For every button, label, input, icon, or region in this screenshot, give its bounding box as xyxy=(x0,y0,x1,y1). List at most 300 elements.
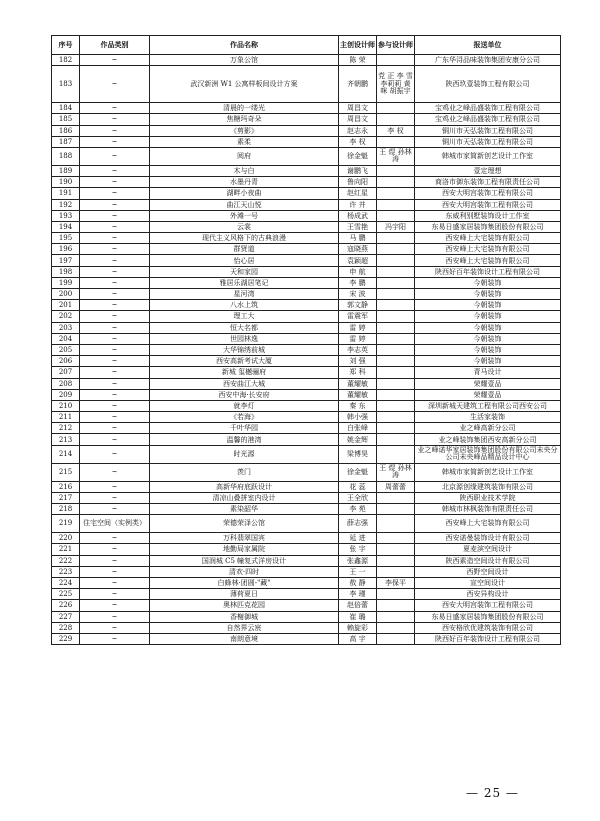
cell-designer: 郑 科 xyxy=(339,367,377,378)
cell-designer: 李 苑 xyxy=(339,504,377,515)
table-row xyxy=(52,622,561,633)
cell-participants xyxy=(377,492,415,503)
cell-participants xyxy=(377,300,415,311)
cell-unit: 陕西好百年装饰设计工程有限公司 xyxy=(415,266,561,277)
table-row xyxy=(52,344,561,355)
header-unit: 报送单位 xyxy=(415,36,561,55)
cell-category: ~ xyxy=(80,356,150,367)
cell-designer: 崔 璐 xyxy=(339,611,377,622)
cell-name: 南朗意境 xyxy=(150,633,339,644)
cell-category: ~ xyxy=(80,66,150,103)
cell-participants: 党 正 李 雪 李莉莉 黄 咪 胡振宇 xyxy=(377,66,415,103)
cell-no: 197 xyxy=(52,255,80,266)
page-number: — 25 — xyxy=(466,786,519,800)
cell-name: 就李灯 xyxy=(150,400,339,411)
cell-designer: 杨成武 xyxy=(339,210,377,221)
cell-name: 恒大名都 xyxy=(150,322,339,333)
cell-participants xyxy=(377,423,415,434)
cell-designer: 雷震军 xyxy=(339,311,377,322)
table-row xyxy=(52,434,561,445)
cell-no: 214 xyxy=(52,445,80,463)
cell-unit: 宝鸡业之峰品盛装饰工程有限公司 xyxy=(415,103,561,114)
cell-designer: 鲁向阳 xyxy=(339,177,377,188)
cell-name: 温馨的港湾 xyxy=(150,434,339,445)
table-row xyxy=(52,533,561,544)
cell-participants: 王 煜 孙林涛 xyxy=(377,147,415,165)
cell-designer: 董耀敏 xyxy=(339,389,377,400)
cell-category: ~ xyxy=(80,147,150,165)
cell-designer: 董耀敏 xyxy=(339,378,377,389)
table-row xyxy=(52,103,561,114)
cell-designer: 张 宇 xyxy=(339,544,377,555)
cell-participants xyxy=(377,55,415,66)
cell-category: ~ xyxy=(80,266,150,277)
cell-designer: 周昌文 xyxy=(339,114,377,125)
cell-name: 焦糖玛奇朵 xyxy=(150,114,339,125)
table-row xyxy=(52,412,561,423)
cell-category: ~ xyxy=(80,481,150,492)
cell-unit: 商洛市御东装饰工程有限责任公司 xyxy=(415,177,561,188)
cell-designer: 申 航 xyxy=(339,266,377,277)
awards-table-sheet xyxy=(51,35,560,645)
cell-no: 219 xyxy=(52,515,80,533)
cell-participants xyxy=(377,611,415,622)
header-no: 序号 xyxy=(52,36,80,55)
cell-name: 八水上筑 xyxy=(150,300,339,311)
cell-category: ~ xyxy=(80,589,150,600)
cell-name: 素柔 xyxy=(150,136,339,147)
cell-unit: 西野空间设计 xyxy=(415,566,561,577)
cell-no: 215 xyxy=(52,463,80,481)
table-row xyxy=(52,255,561,266)
cell-designer: 周昌文 xyxy=(339,103,377,114)
table-row xyxy=(52,589,561,600)
cell-category: ~ xyxy=(80,423,150,434)
cell-no: 208 xyxy=(52,378,80,389)
cell-no: 224 xyxy=(52,577,80,588)
table-row xyxy=(52,492,561,503)
cell-name: 地勤局家属院 xyxy=(150,544,339,555)
cell-participants xyxy=(377,566,415,577)
cell-category: ~ xyxy=(80,311,150,322)
cell-category: ~ xyxy=(80,177,150,188)
cell-unit: 壹定理想 xyxy=(415,165,561,176)
cell-unit: 今朝装饰 xyxy=(415,300,561,311)
cell-category: ~ xyxy=(80,289,150,300)
cell-unit: 西安峰上大宅装饰有限公司 xyxy=(415,515,561,533)
table-row xyxy=(52,600,561,611)
table-row xyxy=(52,66,561,103)
cell-no: 183 xyxy=(52,66,80,103)
cell-participants xyxy=(377,114,415,125)
cell-name: 万科翡翠国宾 xyxy=(150,533,339,544)
cell-category: ~ xyxy=(80,367,150,378)
cell-unit: 今朝装饰 xyxy=(415,289,561,300)
cell-participants: 周蕾蕾 xyxy=(377,481,415,492)
cell-unit: 业之峰高新分公司 xyxy=(415,423,561,434)
cell-unit: 今朝装饰 xyxy=(415,344,561,355)
cell-unit: 陕西好百年装饰设计工程有限公司 xyxy=(415,633,561,644)
table-row xyxy=(52,544,561,555)
cell-no: 186 xyxy=(52,125,80,136)
cell-name: 薄荷夏日 xyxy=(150,589,339,600)
cell-designer: 赵倍蕾 xyxy=(339,600,377,611)
cell-designer: 马 鹏 xyxy=(339,233,377,244)
table-row xyxy=(52,378,561,389)
cell-no: 217 xyxy=(52,492,80,503)
cell-name: 《剪影》 xyxy=(150,125,339,136)
cell-participants xyxy=(377,322,415,333)
cell-participants xyxy=(377,515,415,533)
cell-category: ~ xyxy=(80,577,150,588)
cell-designer: 寇晓燕 xyxy=(339,244,377,255)
cell-participants xyxy=(377,389,415,400)
table-row xyxy=(52,555,561,566)
cell-unit: 今朝装饰 xyxy=(415,311,561,322)
table-row xyxy=(52,445,561,463)
cell-unit: 西安大明宫装饰工程有限公司 xyxy=(415,199,561,210)
cell-name: 西安中海·长安府 xyxy=(150,389,339,400)
table-row xyxy=(52,322,561,333)
cell-unit: 业之峰装饰集团西安高新分公司 xyxy=(415,434,561,445)
cell-name: 湖畔小夜曲 xyxy=(150,188,339,199)
table-row xyxy=(52,389,561,400)
cell-no: 229 xyxy=(52,633,80,644)
cell-category: ~ xyxy=(80,533,150,544)
cell-name: 《若海》 xyxy=(150,412,339,423)
cell-unit: 铜川市天弘装饰工程有限公司 xyxy=(415,136,561,147)
cell-category: ~ xyxy=(80,300,150,311)
header-designer: 主创设计师 xyxy=(339,36,377,55)
cell-no: 202 xyxy=(52,311,80,322)
table-row xyxy=(52,333,561,344)
table-row xyxy=(52,277,561,288)
cell-participants xyxy=(377,344,415,355)
cell-participants xyxy=(377,165,415,176)
cell-designer: 刘 强 xyxy=(339,356,377,367)
cell-no: 210 xyxy=(52,400,80,411)
cell-category: ~ xyxy=(80,344,150,355)
cell-no: 225 xyxy=(52,589,80,600)
cell-participants: 冯宇阳 xyxy=(377,221,415,232)
table-row xyxy=(52,199,561,210)
cell-category: ~ xyxy=(80,445,150,463)
cell-participants xyxy=(377,367,415,378)
cell-name: 时光源 xyxy=(150,445,339,463)
cell-category: ~ xyxy=(80,463,150,481)
cell-name: 曲江天山悦 xyxy=(150,199,339,210)
cell-no: 194 xyxy=(52,221,80,232)
cell-name: 荣德荣泽公馆 xyxy=(150,515,339,533)
table-row xyxy=(52,367,561,378)
cell-designer: 袁颖超 xyxy=(339,255,377,266)
cell-designer: 高 宇 xyxy=(339,633,377,644)
cell-participants: 李保平 xyxy=(377,577,415,588)
cell-unit: 西安异构设计 xyxy=(415,589,561,600)
table-row xyxy=(52,515,561,533)
cell-unit: 今朝装饰 xyxy=(415,322,561,333)
cell-no: 187 xyxy=(52,136,80,147)
cell-name: 大华锦绣前城 xyxy=(150,344,339,355)
cell-participants xyxy=(377,244,415,255)
cell-participants xyxy=(377,311,415,322)
cell-unit: 东易日盛家居装饰集团股份有限公司 xyxy=(415,221,561,232)
cell-no: 182 xyxy=(52,55,80,66)
cell-name: 清欢·四时 xyxy=(150,566,339,577)
cell-unit: 业之峰诺华家居装饰集团股份有限公司未央分公司未央峰品精品设计中心 xyxy=(415,445,561,463)
table-row xyxy=(52,177,561,188)
cell-no: 226 xyxy=(52,600,80,611)
table-row xyxy=(52,165,561,176)
cell-category: ~ xyxy=(80,504,150,515)
header-category: 作品类别 xyxy=(80,36,150,55)
table-row xyxy=(52,481,561,492)
cell-designer: 雷 婷 xyxy=(339,333,377,344)
table-row xyxy=(52,423,561,434)
cell-name: 自然界云宸 xyxy=(150,622,339,633)
cell-no: 191 xyxy=(52,188,80,199)
cell-category: ~ xyxy=(80,233,150,244)
cell-unit: 铜川市天弘装饰工程有限公司 xyxy=(415,125,561,136)
cell-category: ~ xyxy=(80,544,150,555)
cell-designer: 姚金辉 xyxy=(339,434,377,445)
cell-category: ~ xyxy=(80,434,150,445)
cell-designer: 白张峰 xyxy=(339,423,377,434)
cell-category: ~ xyxy=(80,165,150,176)
table-row xyxy=(52,611,561,622)
cell-participants xyxy=(377,266,415,277)
cell-name: 雅居乐湖居笔记 xyxy=(150,277,339,288)
cell-no: 222 xyxy=(52,555,80,566)
cell-participants xyxy=(377,633,415,644)
cell-category: ~ xyxy=(80,221,150,232)
cell-unit: 深圳新城天建筑工程有限公司西安公司 xyxy=(415,400,561,411)
cell-unit: 夏麦滨空间设计 xyxy=(415,544,561,555)
cell-unit: 西安大明宫装饰工程有限公司 xyxy=(415,188,561,199)
cell-participants xyxy=(377,356,415,367)
cell-no: 195 xyxy=(52,233,80,244)
cell-category: ~ xyxy=(80,125,150,136)
cell-category: ~ xyxy=(80,633,150,644)
cell-unit: 西安格欣优建筑装饰有限公司 xyxy=(415,622,561,633)
cell-participants xyxy=(377,210,415,221)
table-row xyxy=(52,125,561,136)
table-row xyxy=(52,577,561,588)
cell-designer: 徐金魁 xyxy=(339,463,377,481)
cell-no: 221 xyxy=(52,544,80,555)
cell-unit: 西安峰上大宅装饰有限公司 xyxy=(415,233,561,244)
cell-category: ~ xyxy=(80,555,150,566)
cell-participants xyxy=(377,622,415,633)
table-row xyxy=(52,136,561,147)
cell-no: 185 xyxy=(52,114,80,125)
cell-unit: 东威利别墅装饰设计工作室 xyxy=(415,210,561,221)
cell-no: 216 xyxy=(52,481,80,492)
cell-participants xyxy=(377,555,415,566)
cell-designer: 梁博昊 xyxy=(339,445,377,463)
table-row xyxy=(52,311,561,322)
cell-participants xyxy=(377,589,415,600)
cell-unit: 青马设计 xyxy=(415,367,561,378)
table-row xyxy=(52,463,561,481)
table-row xyxy=(52,188,561,199)
cell-category: ~ xyxy=(80,244,150,255)
cell-participants xyxy=(377,378,415,389)
cell-category: ~ xyxy=(80,277,150,288)
cell-category: 住宅空间（实例类） xyxy=(80,515,150,533)
cell-name: 西安高新考试大厦 xyxy=(150,356,339,367)
cell-designer: 王全欣 xyxy=(339,492,377,503)
cell-participants xyxy=(377,255,415,266)
cell-unit: 东易日盛家居装饰集团股份有限公司 xyxy=(415,611,561,622)
cell-designer: 郭文静 xyxy=(339,300,377,311)
cell-participants: 李 权 xyxy=(377,125,415,136)
cell-name: 香榭御城 xyxy=(150,611,339,622)
cell-no: 198 xyxy=(52,266,80,277)
cell-designer: 李 鹏 xyxy=(339,277,377,288)
cell-name: 万象公馆 xyxy=(150,55,339,66)
cell-category: ~ xyxy=(80,103,150,114)
cell-participants xyxy=(377,103,415,114)
cell-participants xyxy=(377,533,415,544)
table-row xyxy=(52,221,561,232)
cell-no: 204 xyxy=(52,333,80,344)
cell-category: ~ xyxy=(80,136,150,147)
cell-designer: 王雪艳 xyxy=(339,221,377,232)
cell-unit: 陕西素造空间设计有限公司 xyxy=(415,555,561,566)
cell-unit: 西安诺曼装饰设计有限公司 xyxy=(415,533,561,544)
cell-unit: 今朝装饰 xyxy=(415,356,561,367)
cell-unit: 韩城市家简新创艺设计工作室 xyxy=(415,463,561,481)
cell-category: ~ xyxy=(80,255,150,266)
cell-name: 高新华府底跃设计 xyxy=(150,481,339,492)
cell-no: 190 xyxy=(52,177,80,188)
cell-unit: 韩城市林枫装饰有限责任公司 xyxy=(415,504,561,515)
cell-name: 水墨丹青 xyxy=(150,177,339,188)
cell-category: ~ xyxy=(80,378,150,389)
cell-category: ~ xyxy=(80,492,150,503)
cell-no: 228 xyxy=(52,622,80,633)
cell-no: 192 xyxy=(52,199,80,210)
table-body xyxy=(52,55,561,645)
cell-unit: 北京源创缘建筑装饰有限公司 xyxy=(415,481,561,492)
cell-participants xyxy=(377,412,415,423)
cell-unit: 宝鸡业之峰品盛装饰工程有限公司 xyxy=(415,114,561,125)
cell-unit: 生活家装饰 xyxy=(415,412,561,423)
cell-name: 天和家园 xyxy=(150,266,339,277)
cell-designer: 延 进 xyxy=(339,533,377,544)
table-row xyxy=(52,244,561,255)
cell-designer: 谢鹏飞 xyxy=(339,165,377,176)
cell-no: 209 xyxy=(52,389,80,400)
cell-participants xyxy=(377,434,415,445)
cell-no: 213 xyxy=(52,434,80,445)
cell-name: 西安曲江大城 xyxy=(150,378,339,389)
cell-participants xyxy=(377,289,415,300)
table-row xyxy=(52,210,561,221)
cell-category: ~ xyxy=(80,322,150,333)
cell-category: ~ xyxy=(80,400,150,411)
cell-participants xyxy=(377,600,415,611)
cell-participants xyxy=(377,400,415,411)
cell-name: 奥林匹克花园 xyxy=(150,600,339,611)
cell-category: ~ xyxy=(80,114,150,125)
cell-no: 212 xyxy=(52,423,80,434)
cell-no: 199 xyxy=(52,277,80,288)
cell-no: 188 xyxy=(52,147,80,165)
table-row xyxy=(52,300,561,311)
cell-designer: 薛志强 xyxy=(339,515,377,533)
cell-designer: 齐朝鹏 xyxy=(339,66,377,103)
table-row xyxy=(52,147,561,165)
table-row xyxy=(52,266,561,277)
table-row xyxy=(52,504,561,515)
cell-name: 云裳 xyxy=(150,221,339,232)
cell-participants: 王 煜 孙林涛 xyxy=(377,463,415,481)
cell-unit: 荣耀壹品 xyxy=(415,378,561,389)
cell-unit: 宣空间设计 xyxy=(415,577,561,588)
cell-participants xyxy=(377,177,415,188)
cell-category: ~ xyxy=(80,566,150,577)
cell-name: 怡心居 xyxy=(150,255,339,266)
cell-no: 227 xyxy=(52,611,80,622)
cell-unit: 陕西职业技术学院 xyxy=(415,492,561,503)
cell-unit: 西安大明宫装饰工程有限公司 xyxy=(415,600,561,611)
table-row xyxy=(52,114,561,125)
cell-designer: 徐金魁 xyxy=(339,147,377,165)
cell-no: 200 xyxy=(52,289,80,300)
cell-designer: 陈 荣 xyxy=(339,55,377,66)
cell-designer: 赵红星 xyxy=(339,188,377,199)
table-row xyxy=(52,633,561,644)
cell-designer: 韩小强 xyxy=(339,412,377,423)
cell-designer: 李 权 xyxy=(339,136,377,147)
cell-name: 清晨的一缕光 xyxy=(150,103,339,114)
cell-name: 外滩一号 xyxy=(150,210,339,221)
cell-name: 阅府 xyxy=(150,147,339,165)
cell-no: 203 xyxy=(52,322,80,333)
cell-name: 素染韶华 xyxy=(150,504,339,515)
cell-name: 清凉山叠拼室内设计 xyxy=(150,492,339,503)
cell-participants xyxy=(377,445,415,463)
cell-category: ~ xyxy=(80,199,150,210)
cell-name: 武汉新洲 W1 公寓样板间设计方案 xyxy=(150,66,339,103)
cell-designer: 李 瑾 xyxy=(339,589,377,600)
cell-category: ~ xyxy=(80,611,150,622)
cell-participants xyxy=(377,199,415,210)
cell-category: ~ xyxy=(80,55,150,66)
table-row xyxy=(52,356,561,367)
cell-designer: 李志英 xyxy=(339,344,377,355)
cell-name: 木与白 xyxy=(150,165,339,176)
cell-unit: 广东华浔品味装饰集团安康分公司 xyxy=(415,55,561,66)
cell-category: ~ xyxy=(80,622,150,633)
cell-unit: 西安峰上大宅装饰有限公司 xyxy=(415,255,561,266)
table-row xyxy=(52,400,561,411)
cell-designer: 张鑫源 xyxy=(339,555,377,566)
cell-no: 218 xyxy=(52,504,80,515)
cell-participants xyxy=(377,136,415,147)
cell-unit: 韩城市家简新创艺设计工作室 xyxy=(415,147,561,165)
cell-category: ~ xyxy=(80,412,150,423)
cell-no: 207 xyxy=(52,367,80,378)
table-row xyxy=(52,566,561,577)
cell-category: ~ xyxy=(80,210,150,221)
cell-name: 理工大 xyxy=(150,311,339,322)
cell-unit: 今朝装饰 xyxy=(415,333,561,344)
cell-designer: 花 蕊 xyxy=(339,481,377,492)
cell-no: 201 xyxy=(52,300,80,311)
